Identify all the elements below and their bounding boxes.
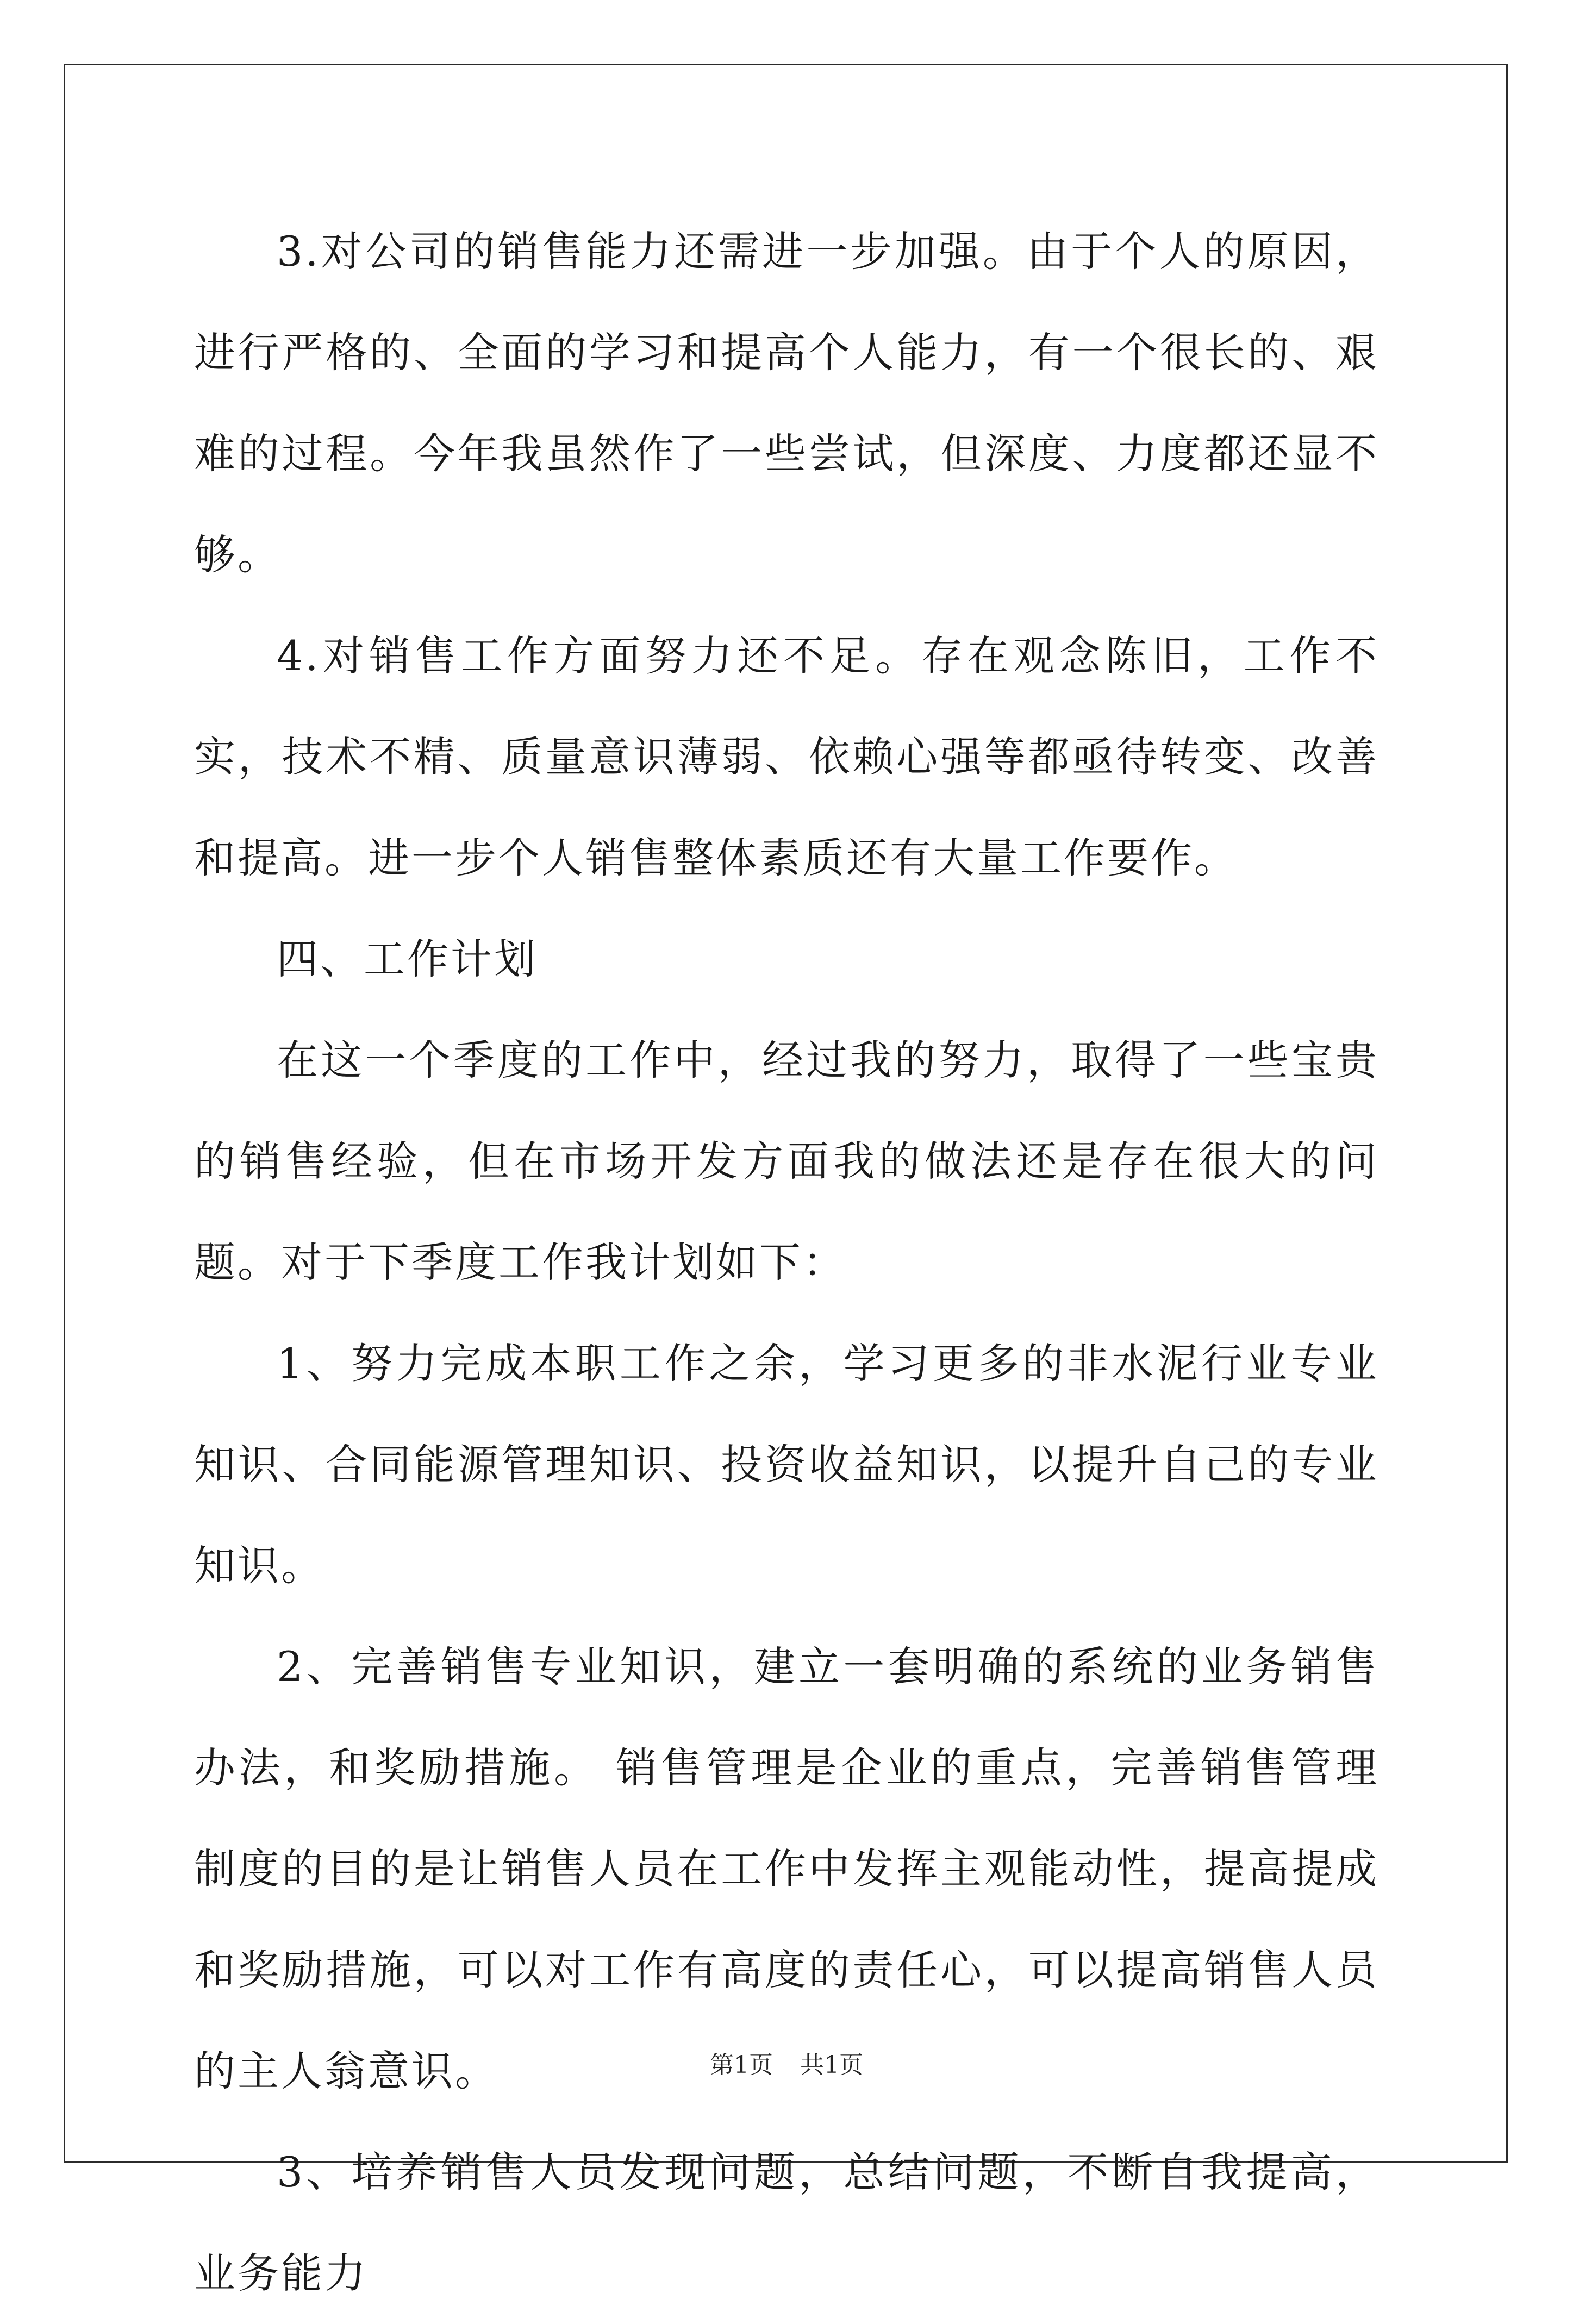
paragraph-plan-1: 1、努力完成本职工作之余，学习更多的非水泥行业专业知识、合同能源管理知识、投资收益知识，以提升自己的专业知识。 — [194, 1339, 1379, 1590]
paragraph-plan-2: 2、完善销售专业知识，建立一套明确的系统的业务销售办法，和奖励措施。 销售管理是企业的重点，完善销售管理制度的目的是让销售人员在工作中发挥主观能动性，提高提成和奖励措施，可以对工作有高度的责任心，可以提高销售人员的主人翁意识。 — [194, 1642, 1379, 2095]
paragraph-item-3: 3.对公司的销售能力还需进一步加强。由于个人的原因，进行严格的、全面的学习和提高个人能力，有一个很长的、艰难的过程。今年我虽然作了一些尝试，但深度、力度都还显不够。 — [194, 227, 1379, 579]
paragraph-intro: 在这一个季度的工作中，经过我的努力，取得了一些宝贵的销售经验，但在市场开发方面我的做法还是存在很大的问题。对于下季度工作我计划如下： — [194, 1036, 1379, 1286]
paragraph-item-4: 4.对销售工作方面努力还不足。存在观念陈旧，工作不实，技术不精、质量意识薄弱、依赖心强等都亟待转变、改善和提高。进一步个人销售整体素质还有大量工作要作。 — [194, 632, 1379, 882]
page-footer — [0, 2049, 1573, 2082]
paragraph-plan-3: 3、培养销售人员发现问题，总结问题，不断自我提高，业务能力 — [194, 2148, 1379, 2297]
document-body — [194, 201, 1379, 2324]
page-total: 共1页 — [800, 2051, 863, 2079]
page-number: 第1页 — [710, 2051, 773, 2079]
section-heading-work-plan: 四、工作计划 — [277, 935, 538, 983]
